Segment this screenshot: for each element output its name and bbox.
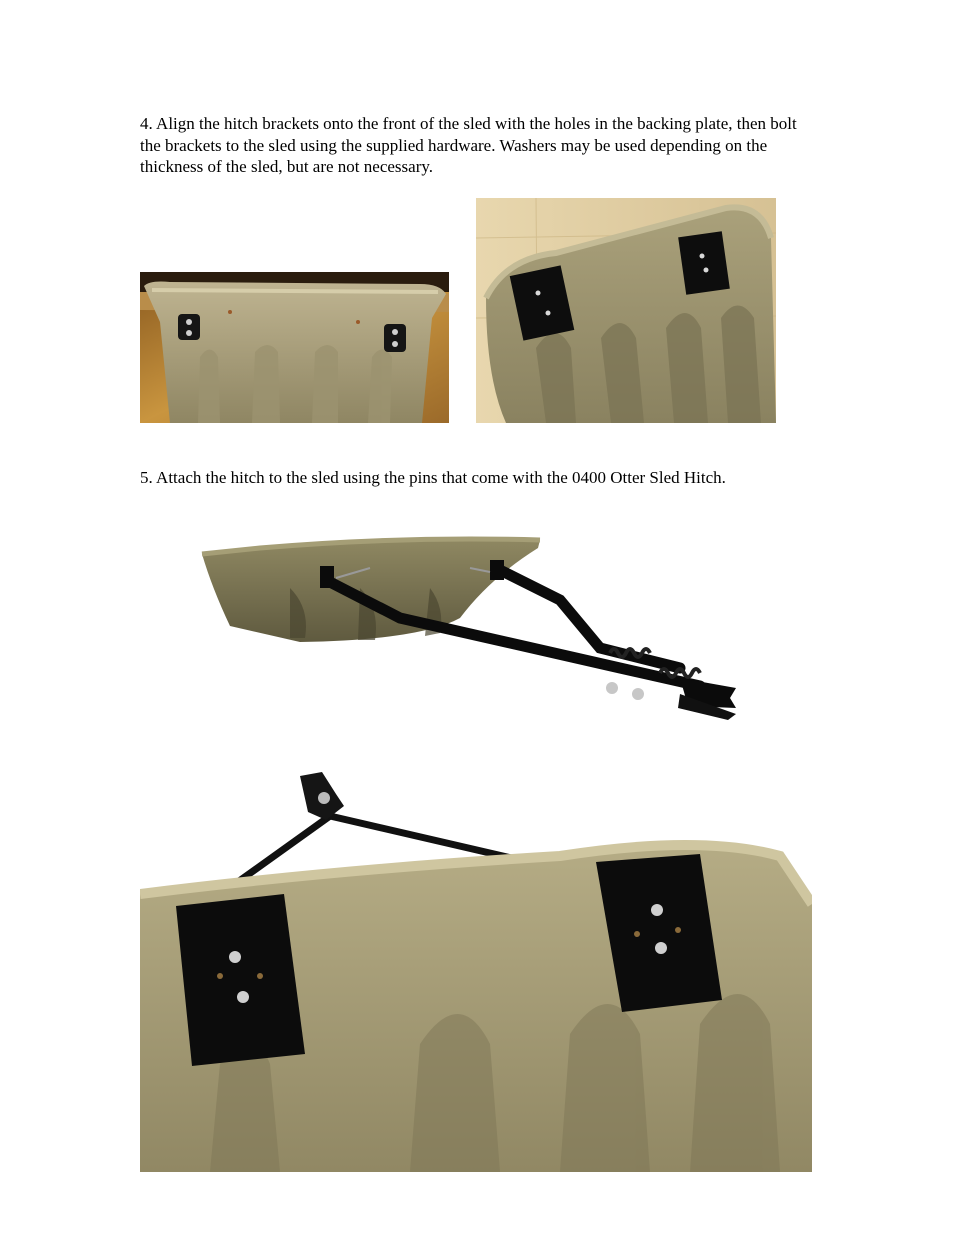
sled-front-brackets-photo bbox=[140, 272, 449, 423]
step-4-text: 4. Align the hitch brackets onto the front of the sled with the holes in the backing plate, then bolt the brackets to the sled using the supplied hardware. Washers may be used depending on the thickness of the sled, but are not necessary. bbox=[140, 114, 797, 176]
step-5-text: 5. Attach the hitch to the sled using the pins that come with the 0400 Otter Sled Hitch. bbox=[140, 468, 726, 487]
sled-with-hitch-side-photo bbox=[140, 508, 816, 752]
sled-interior-plates-photo bbox=[476, 198, 776, 423]
sled-interior-hitch-closeup-photo bbox=[140, 764, 812, 1172]
